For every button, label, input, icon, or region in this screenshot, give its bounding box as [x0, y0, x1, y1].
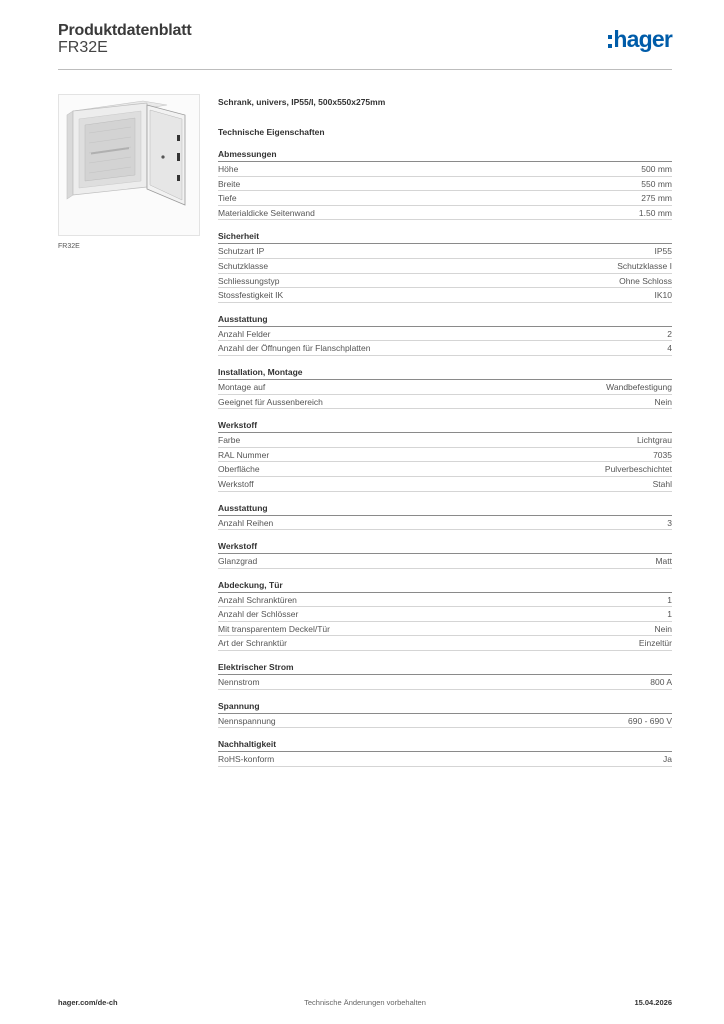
spec-row	[218, 274, 672, 289]
spec-section	[218, 661, 672, 690]
spec-label: Anzahl Reihen	[218, 517, 274, 528]
spec-row	[218, 162, 672, 177]
spec-value: Pulverbeschichtet	[604, 464, 672, 475]
spec-value: 500 mm	[641, 164, 672, 174]
spec-section	[218, 148, 672, 220]
spec-label: Materialdicke Seitenwand	[218, 207, 315, 218]
spec-label: Breite	[218, 178, 241, 189]
product-description: Schrank, univers, IP55/I, 500x550x275mm	[218, 97, 386, 107]
spec-value: Matt	[655, 556, 672, 567]
spec-value: 1	[667, 609, 672, 620]
footer-notice: Technische Änderungen vorbehalten	[304, 998, 426, 1007]
spec-label: Schliessungstyp	[218, 275, 280, 286]
spec-label: Schutzklasse	[218, 260, 269, 271]
spec-value: 800 A	[650, 677, 672, 688]
spec-section	[218, 366, 672, 409]
spec-label: Glanzgrad	[218, 556, 258, 567]
spec-label: Stossfestigkeit IK	[218, 290, 284, 301]
spec-section	[218, 313, 672, 356]
spec-row	[218, 448, 672, 463]
spec-label: Nennspannung	[218, 715, 276, 726]
spec-label: Tiefe	[218, 193, 237, 204]
product-image	[58, 94, 200, 236]
spec-row	[218, 462, 672, 477]
logo-colon-icon	[608, 35, 612, 48]
page-header	[58, 20, 672, 70]
spec-label: Geeignet für Aussenbereich	[218, 396, 323, 407]
spec-label: RAL Nummer	[218, 449, 270, 460]
section-title: Abdeckung, Tür	[218, 579, 672, 593]
section-title: Ausstattung	[218, 502, 672, 516]
spec-row	[218, 477, 672, 492]
spec-row	[218, 327, 672, 342]
spec-value: 550 mm	[641, 178, 672, 189]
spec-content	[218, 96, 672, 777]
spec-row	[218, 516, 672, 531]
spec-label: Höhe	[218, 164, 239, 174]
spec-row	[218, 177, 672, 192]
spec-label: Farbe	[218, 435, 241, 446]
spec-label: Anzahl der Öffnungen für Flanschplatten	[218, 343, 371, 354]
spec-section	[218, 419, 672, 491]
spec-value: Lichtgrau	[637, 435, 672, 446]
section-title: Ausstattung	[218, 313, 672, 327]
spec-value: Nein	[654, 396, 672, 407]
spec-label: Schutzart IP	[218, 246, 265, 257]
section-title: Installation, Montage	[218, 366, 672, 380]
spec-section	[218, 700, 672, 729]
section-title: Nachhaltigkeit	[218, 738, 672, 752]
logo-wordmark: hager	[613, 26, 672, 52]
spec-section	[218, 540, 672, 569]
section-title: Abmessungen	[218, 148, 672, 162]
spec-label: Werkstoff	[218, 478, 254, 489]
spec-section	[218, 230, 672, 302]
features-heading: Technische Eigenschaften	[218, 127, 325, 137]
image-caption: FR32E	[58, 243, 80, 250]
spec-value: 690 - 690 V	[628, 715, 672, 726]
spec-value: IK10	[654, 290, 672, 301]
spec-value: 7035	[653, 449, 672, 460]
spec-value: 275 mm	[641, 193, 672, 204]
spec-value: 1	[667, 594, 672, 605]
spec-label: Montage auf	[218, 381, 266, 392]
spec-value: Schutzklasse I	[617, 260, 672, 271]
spec-row	[218, 433, 672, 448]
spec-row	[218, 191, 672, 206]
spec-value: Wandbefestigung	[606, 381, 672, 392]
spec-value: 3	[667, 517, 672, 528]
document-title: Produktdatenblatt	[58, 22, 192, 39]
spec-value: 2	[667, 328, 672, 339]
spec-row	[218, 206, 672, 221]
spec-row	[218, 593, 672, 608]
spec-row	[218, 288, 672, 303]
spec-row	[218, 395, 672, 410]
footer-date: 15.04.2026	[634, 998, 672, 1007]
spec-value: 1.50 mm	[638, 207, 672, 218]
spec-row	[218, 622, 672, 637]
section-title: Werkstoff	[218, 419, 672, 433]
spec-label: Mit transparentem Deckel/Tür	[218, 623, 330, 634]
spec-value: Stahl	[652, 478, 672, 489]
spec-row	[218, 341, 672, 356]
spec-row	[218, 554, 672, 569]
spec-label: RoHS-konform	[218, 754, 275, 765]
section-title: Elektrischer Strom	[218, 661, 672, 675]
spec-label: Anzahl Schranktüren	[218, 594, 297, 605]
spec-row	[218, 607, 672, 622]
spec-section	[218, 738, 672, 767]
spec-row	[218, 259, 672, 274]
spec-section	[218, 579, 672, 651]
spec-row	[218, 636, 672, 651]
section-title: Spannung	[218, 700, 672, 714]
spec-label: Anzahl der Schlösser	[218, 609, 299, 620]
page-footer	[58, 998, 672, 1012]
spec-value: IP55	[654, 246, 672, 257]
spec-row	[218, 244, 672, 259]
spec-section	[218, 502, 672, 531]
spec-row	[218, 714, 672, 729]
spec-row	[218, 675, 672, 690]
section-title: Werkstoff	[218, 540, 672, 554]
spec-row	[218, 380, 672, 395]
product-code: FR32E	[58, 39, 108, 56]
spec-value: 4	[667, 343, 672, 354]
spec-value: Ja	[663, 754, 672, 765]
spec-row	[218, 752, 672, 767]
spec-label: Nennstrom	[218, 677, 260, 688]
spec-sections	[218, 148, 672, 767]
hager-logo	[608, 28, 672, 51]
footer-website: hager.com/de-ch	[58, 998, 118, 1007]
spec-label: Oberfläche	[218, 464, 260, 475]
spec-value: Einzeltür	[638, 638, 672, 649]
spec-label: Anzahl Felder	[218, 328, 271, 339]
spec-value: Nein	[654, 623, 672, 634]
section-title: Sicherheit	[218, 230, 672, 244]
spec-value: Ohne Schloss	[619, 275, 672, 286]
cabinet-illustration	[59, 95, 199, 235]
spec-label: Art der Schranktür	[218, 638, 287, 649]
